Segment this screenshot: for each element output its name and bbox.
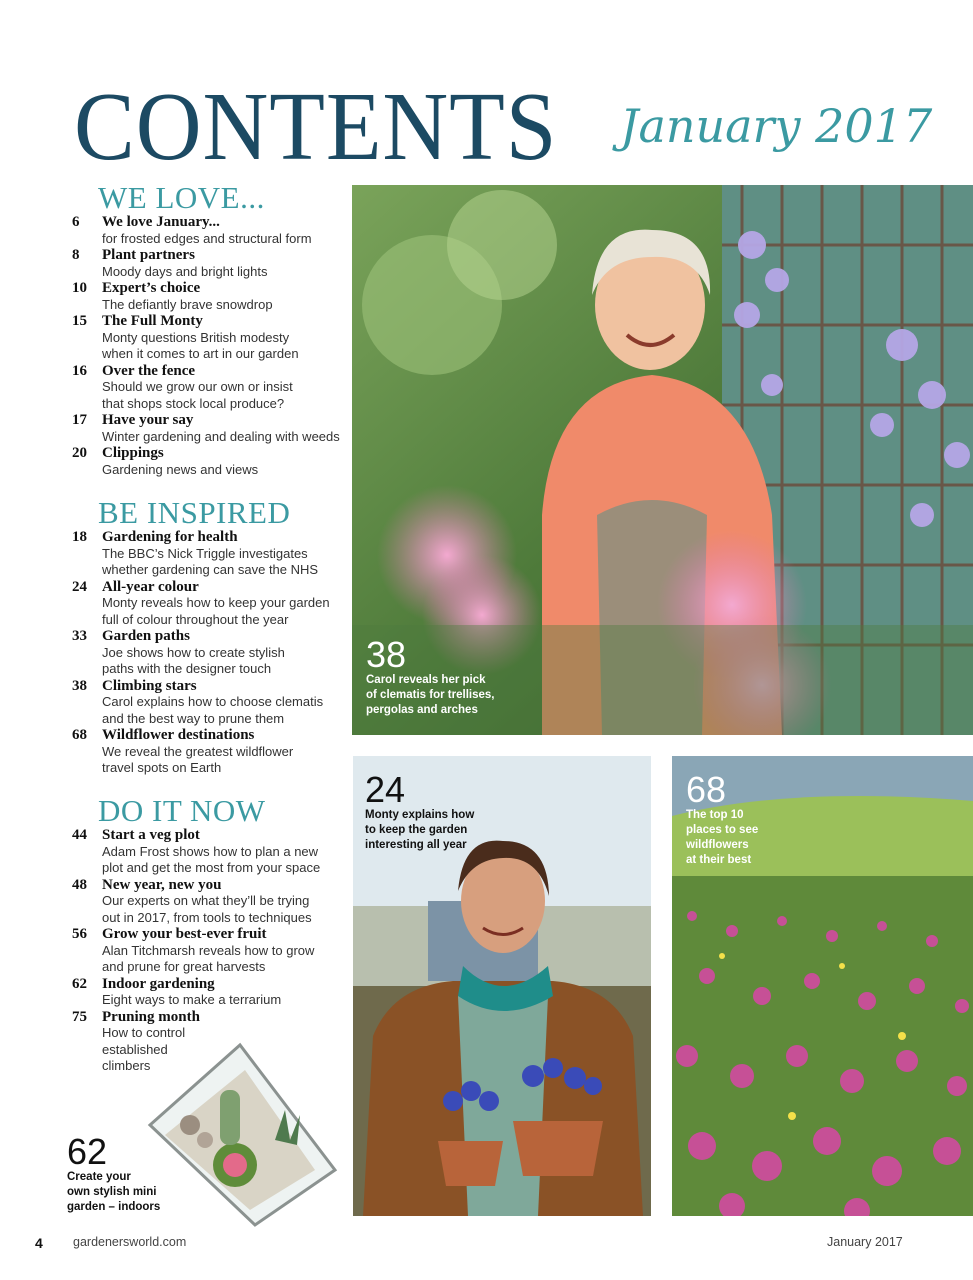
contents-entry[interactable]: 56 Grow your best-ever fruit Alan Titchmarsh reveals how to grow and prune for great harvests xyxy=(72,926,315,974)
page-title: CONTENTS xyxy=(74,73,558,181)
contents-entry[interactable]: 38 Climbing stars Carol explains how to choose clematis and the best way to prune them xyxy=(72,677,324,726)
footer-issue: January 2017 xyxy=(827,1235,903,1249)
contents-entry[interactable]: 18 Gardening for health The BBC’s Nick Triggle investigates whether gardening can save the NHS xyxy=(72,529,319,577)
section-do-it-now xyxy=(72,795,347,1075)
contents-entry[interactable]: 10 Expert’s choice The defiantly brave snowdrop xyxy=(72,280,273,312)
section-we-love xyxy=(72,182,347,478)
contents-entry[interactable]: 6 We love January... for frosted edges and structural form xyxy=(72,214,312,246)
wildflower-meadow-photo xyxy=(672,756,973,1216)
contents-entry[interactable]: 48 New year, new you Our experts on what they’ll be trying out in 2017, from tools to techniques xyxy=(72,876,312,925)
contents-entry[interactable]: 75 Pruning month How to control established climbers xyxy=(72,1008,200,1073)
section-be-inspired xyxy=(72,497,347,777)
contents-entry[interactable]: 62 Indoor gardening Eight ways to make a terrarium xyxy=(72,975,282,1007)
section-heading: WE LOVE... xyxy=(98,180,265,215)
terrarium-illustration xyxy=(145,1040,340,1230)
contents-entry[interactable]: 8 Plant partners Moody days and bright lights xyxy=(72,247,268,279)
contents-entry[interactable]: 44 Start a veg plot Adam Frost shows how to plan a new plot and get the most from your space xyxy=(72,827,321,875)
contents-entry[interactable]: 15 The Full Monty Monty questions British modesty when it comes to art in our garden xyxy=(72,313,299,361)
contents-entry[interactable]: 20 Clippings Gardening news and views xyxy=(72,445,259,477)
carol-caption: 38 Carol reveals her pick of clematis for trellises, pergolas and arches xyxy=(366,634,495,716)
wildflowers-caption: 68 The top 10 places to see wildflowers at their best xyxy=(686,769,759,866)
footer-page-number: 4 xyxy=(35,1235,43,1251)
terrarium-caption: 62 Create your own stylish mini garden – indoors xyxy=(67,1131,161,1213)
section-heading: DO IT NOW xyxy=(98,793,266,828)
section-heading: BE INSPIRED xyxy=(98,495,291,530)
contents-entry[interactable]: 16 Over the fence Should we grow our own or insist that shops stock local produce? xyxy=(72,362,293,411)
contents-entry[interactable]: 17 Have your say Winter gardening and dealing with weeds xyxy=(72,412,340,444)
monty-photo xyxy=(353,756,651,1216)
issue-date: January 2017 xyxy=(620,99,933,153)
contents-entry[interactable]: 24 All-year colour Monty reveals how to keep your garden full of colour throughout the year xyxy=(72,578,330,627)
contents-entry[interactable]: 68 Wildflower destinations We reveal the greatest wildflower travel spots on Earth xyxy=(72,727,294,775)
footer-site[interactable]: gardenersworld.com xyxy=(73,1235,187,1249)
monty-caption: 24 Monty explains how to keep the garden interesting all year xyxy=(365,769,475,851)
carol-garden-photo xyxy=(352,185,973,735)
contents-entry[interactable]: 33 Garden paths Joe shows how to create stylish paths with the designer touch xyxy=(72,628,285,676)
